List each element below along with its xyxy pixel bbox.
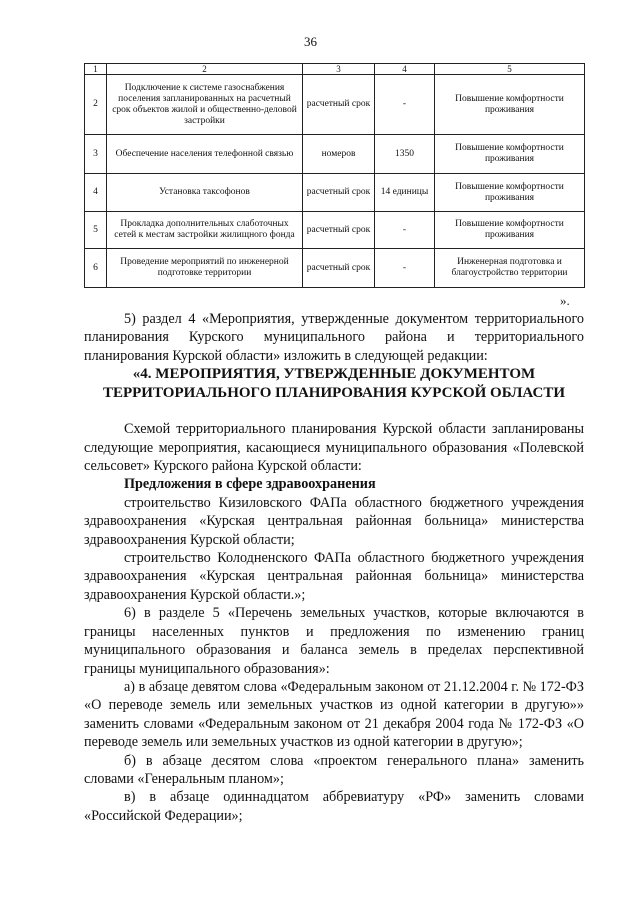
row-number: 2 — [85, 75, 107, 135]
page-number: 36 — [304, 34, 317, 49]
closing-quote: ». — [560, 293, 570, 308]
paragraph-a: а) в абзаце девятом слова «Федеральным законом от 21.12.2004 г. № 172-ФЗ «О переводе земель или земельных участков из одной категории в другую»» заменить словами «Федеральным законом от 21 декабря 2004 года № 172-ФЗ «О переводе земель или земельных участков из одной категории в другую»; — [84, 678, 584, 751]
paragraph-intro: Схемой территориального планирования Курской области запланированы следующие мероприятия, касающиеся муниципального образования «Полевской сельсовет» Курского района Курской области: — [84, 421, 584, 475]
row-goal: Повышение комфортности проживания — [435, 135, 585, 174]
table-row — [85, 135, 585, 174]
row-measure: Проведение мероприятий по инженерной подготовке территории — [107, 249, 303, 288]
row-goal: Инженерная подготовка и благоустройство территории — [435, 249, 585, 288]
table-header-row — [85, 64, 585, 75]
table-header-cell: 3 — [303, 64, 375, 75]
table-row — [85, 174, 585, 212]
row-measure: Установка таксофонов — [107, 174, 303, 212]
subheading-healthcare: Предложения в сфере здравоохранения — [124, 476, 376, 493]
row-unit: расчетный срок — [303, 75, 375, 135]
row-quantity: 1350 — [375, 135, 435, 174]
paragraph-b: б) в абзаце десятом слова «проектом генерального плана» заменить словами «Генеральным планом»; — [84, 752, 584, 787]
document-body — [84, 310, 584, 825]
section-heading: «4. МЕРОПРИЯТИЯ, УТВЕРЖДЕННЫЕ ДОКУМЕНТОМ ТЕРРИТОРИАЛЬНОГО ПЛАНИРОВАНИЯ КУРСКОЙ ОБЛАСТИ — [102, 366, 566, 402]
row-measure: Прокладка дополнительных слаботочных сетей к местам застройки жилищного фонда — [107, 212, 303, 249]
table-header-cell: 2 — [107, 64, 303, 75]
row-number: 5 — [85, 212, 107, 249]
row-unit: расчетный срок — [303, 212, 375, 249]
paragraph-c: в) в абзаце одиннадцатом аббревиатуру «РФ» заменить словами «Российской Федерации»; — [84, 789, 584, 824]
row-quantity: - — [375, 249, 435, 288]
paragraph-section-5: 5) раздел 4 «Мероприятия, утвержденные документом территориального планирования Курского муниципального района и территориального планирования Курской области» изложить в следующей редакции: — [84, 311, 584, 364]
row-goal: Повышение комфортности проживания — [435, 174, 585, 212]
row-measure: Подключение к системе газоснабжения поселения запланированных на расчетный срок объектов жилой и общественно-деловой застройки — [107, 75, 303, 135]
table-header-cell: 5 — [435, 64, 585, 75]
table-row — [85, 249, 585, 288]
row-quantity: - — [375, 212, 435, 249]
paragraph-section-6: 6) в разделе 5 «Перечень земельных участков, которые включаются в границы населенных пунктов и предложения по изменению границ муниципального образования и баланса земель в пределах перспективной границы муниципального образования»: — [84, 605, 584, 677]
row-number: 4 — [85, 174, 107, 212]
row-number: 6 — [85, 249, 107, 288]
paragraph-kizilovsky: строительство Кизиловского ФАПа областного бюджетного учреждения здравоохранения «Курская центральная районная больница» министерства здравоохранения Курской области; — [84, 494, 584, 548]
paragraph-kolodnensky: строительство Колодненского ФАПа областного бюджетного учреждения здравоохранения «Курская центральная районная больница» министерства здравоохранения Курской области.»; — [84, 550, 584, 603]
row-unit: расчетный срок — [303, 174, 375, 212]
row-unit: номеров — [303, 135, 375, 174]
table-header-cell: 1 — [85, 64, 107, 75]
row-quantity: 14 единицы — [375, 174, 435, 212]
table-row — [85, 212, 585, 249]
row-goal: Повышение комфортности проживания — [435, 75, 585, 135]
row-measure: Обеспечение населения телефонной связью — [107, 135, 303, 174]
row-number: 3 — [85, 135, 107, 174]
row-unit: расчетный срок — [303, 249, 375, 288]
table-row — [85, 75, 585, 135]
row-quantity: - — [375, 75, 435, 135]
measures-table — [84, 63, 585, 288]
row-goal: Повышение комфортности проживания — [435, 212, 585, 249]
table-header-cell: 4 — [375, 64, 435, 75]
